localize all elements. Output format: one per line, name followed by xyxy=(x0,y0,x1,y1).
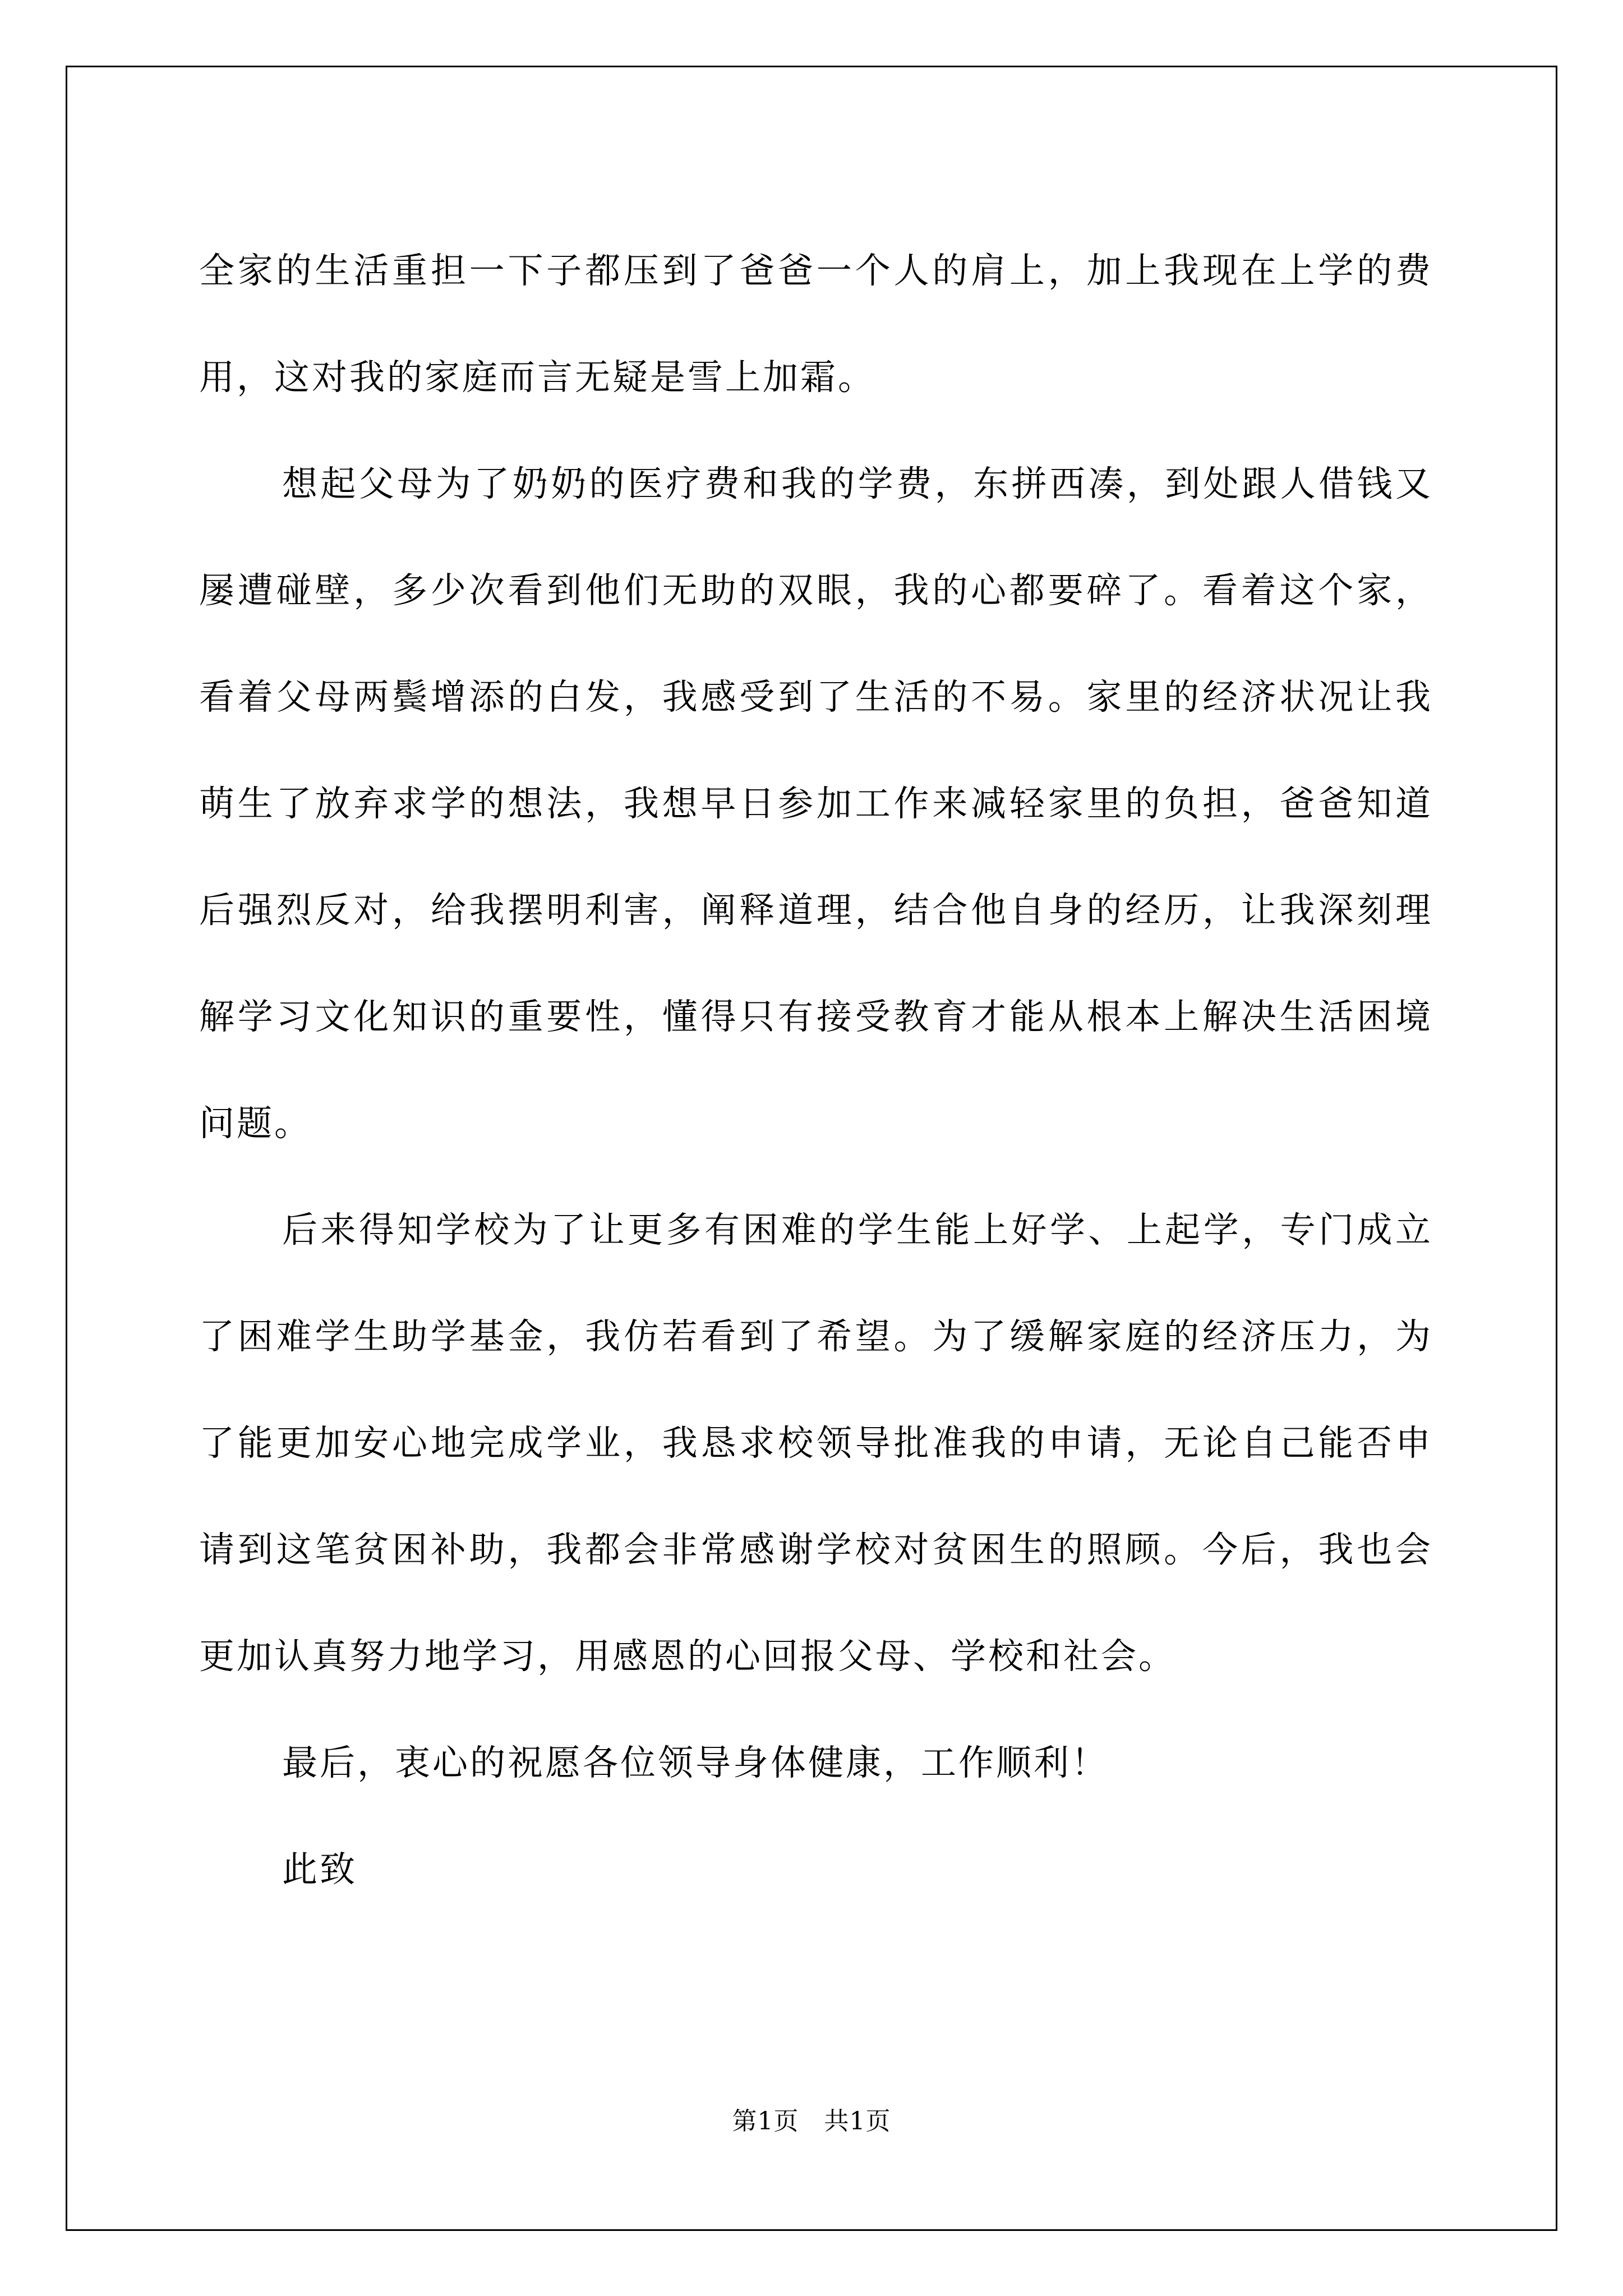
paragraph-2: 想起父母为了奶奶的医疗费和我的学费，东拼西凑，到处跟人借钱又屡遭碰壁，多少次看到他们无助的双眼，我的心都要碎了。看着这个家，看着父母两鬓增添的白发，我感受到了生活的不易。家里的经济状况让我萌生了放弃求学的想法，我想早日参加工作来减轻家里的负担，爸爸知道后强烈反对，给我摆明利害，阐释道理，结合他自身的经历，让我深刻理解学习文化知识的重要性，懂得只有接受教育才能从根本上解决生活困境问题。 xyxy=(199,463,1433,1144)
document-body xyxy=(199,218,1433,1923)
page-number-footer: 第1页 共1页 xyxy=(732,2107,891,2136)
paragraph-3: 后来得知学校为了让更多有困难的学生能上好学、上起学，专门成立了困难学生助学基金，我仿若看到了希望。为了缓解家庭的经济压力，为了能更加安心地完成学业，我恳求校领导批准我的申请，无论自己能否申请到这笔贫困补助，我都会非常感谢学校对贫困生的照顾。今后，我也会更加认真努力地学习，用感恩的心回报父母、学校和社会。 xyxy=(199,1209,1433,1677)
paragraph-closing-wish: 最后，衷心的祝愿各位领导身体健康，工作顺利！ xyxy=(282,1742,1109,1783)
paragraph-salutation: 此致 xyxy=(282,1849,357,1890)
paragraph-1: 全家的生活重担一下子都压到了爸爸一个人的肩上，加上我现在上学的费用，这对我的家庭而言无疑是雪上加霜。 xyxy=(199,250,1433,398)
